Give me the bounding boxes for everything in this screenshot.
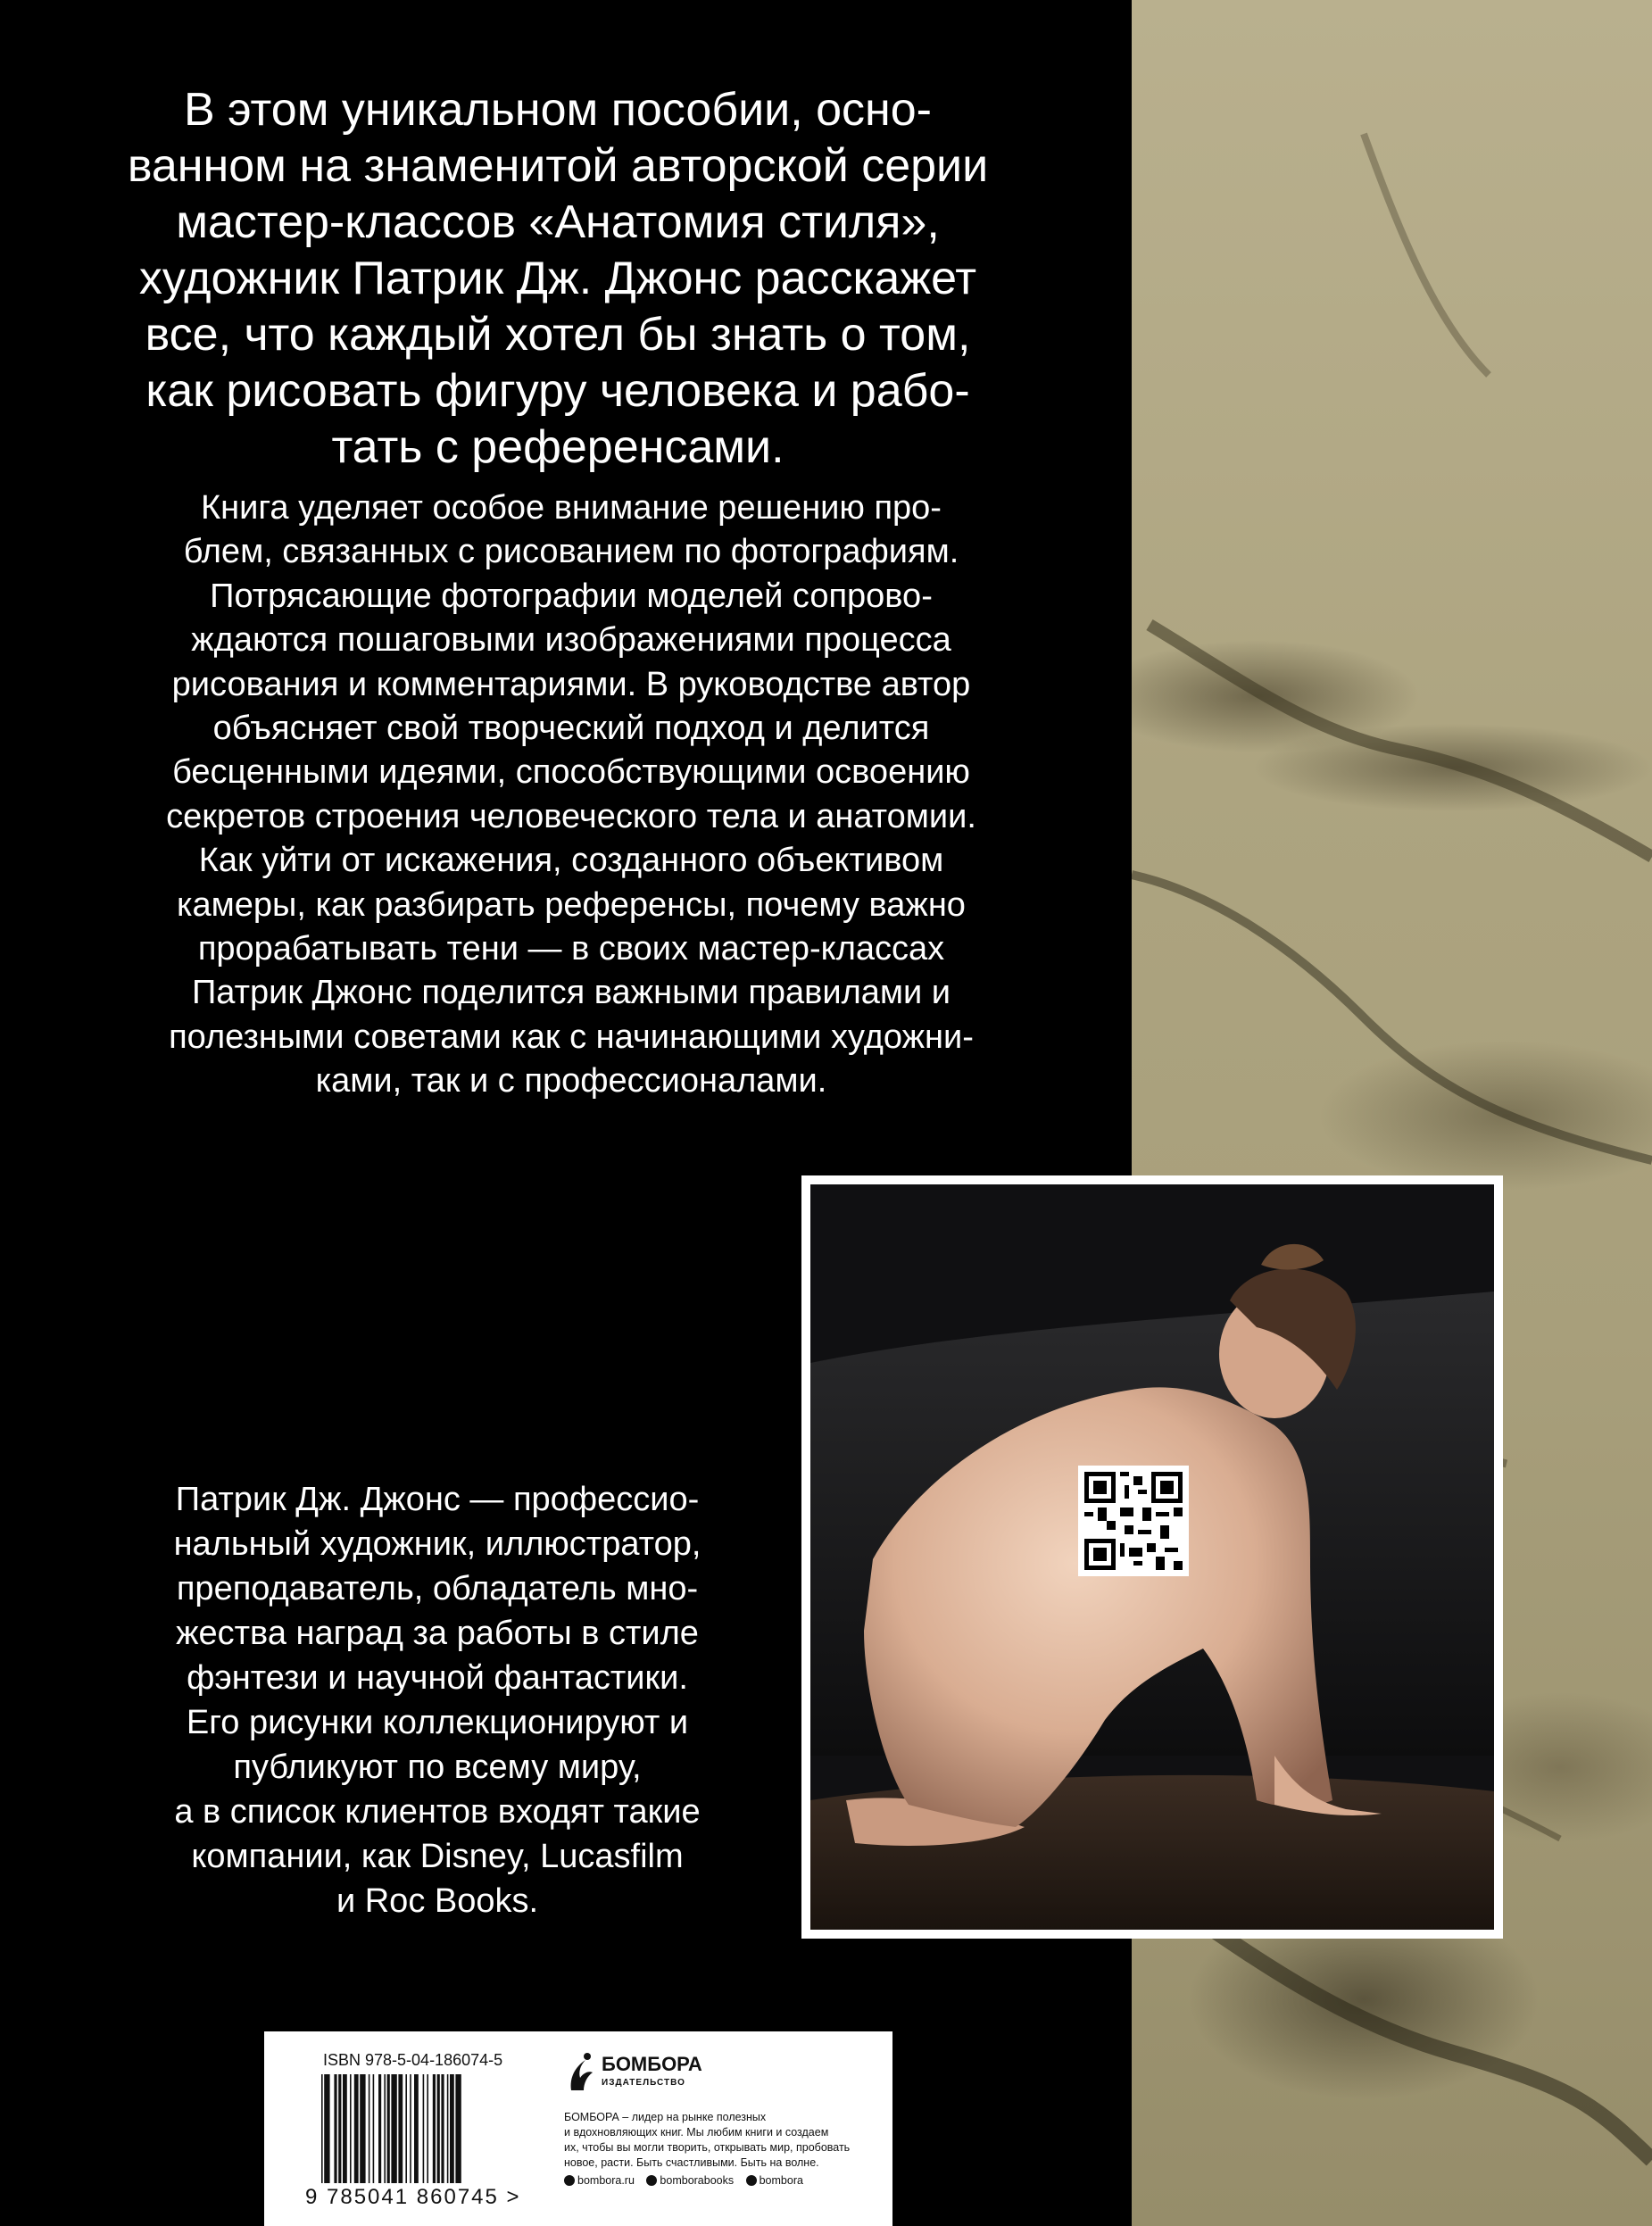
bombora-logo-icon xyxy=(566,2051,594,2094)
barcode-panel xyxy=(264,2031,892,2226)
lead-line: мастер-классов «Анатомия стиля», xyxy=(176,196,940,248)
publisher-subtitle: ИЗДАТЕЛЬСТВО xyxy=(602,2078,685,2088)
telegram-icon xyxy=(746,2175,757,2186)
lead-line: как рисовать фигуру человека и рабо- xyxy=(145,365,970,417)
publisher-description-line: их, чтобы вы могли творить, открывать мир, пробовать xyxy=(564,2141,851,2154)
bio-line: фэнтези и научной фантастики. xyxy=(187,1659,688,1697)
description-line: Потрясающие фотографии моделей сопрово- xyxy=(210,577,933,615)
description-line: объясняет свой творческий подход и делится xyxy=(212,710,930,748)
description-line: секретов строения человеческого тела и анатомии. xyxy=(166,797,976,835)
description-line: бесценными идеями, способствующими освоению xyxy=(172,753,970,792)
publisher-description-line: и вдохновляющих книг. Мы любим книги и создаем xyxy=(564,2126,829,2139)
description-line: ждаются пошаговыми изображениями процесса xyxy=(191,621,951,660)
description-line: Книга уделяет особое внимание решению про- xyxy=(201,489,942,527)
lead-line: тать с референсами. xyxy=(331,421,784,473)
bio-line: нальный художник, иллюстратор, xyxy=(173,1525,701,1563)
description-line: ками, так и с профессионалами. xyxy=(315,1062,827,1101)
description-line: блем, связанных с рисованием по фотографиям. xyxy=(183,533,959,571)
telegram-link[interactable] xyxy=(746,2174,803,2187)
qr-code[interactable] xyxy=(1078,1466,1189,1576)
description-line: полезными советами как с начинающими художни- xyxy=(169,1017,974,1056)
vk-icon xyxy=(646,2175,657,2186)
lead-line: В этом уникальном пособии, осно- xyxy=(184,84,932,136)
lead-line: все, что каждый хотел бы знать о том, xyxy=(145,309,971,361)
lead-paragraph xyxy=(107,82,1009,476)
bio-line: публикуют по всему миру, xyxy=(233,1748,642,1786)
qr-code-pattern xyxy=(1084,1472,1183,1570)
description-line: Патрик Джонс поделится важными правилами и xyxy=(191,974,951,1012)
publisher-description xyxy=(564,2110,876,2171)
bio-line: компании, как Disney, Lucasfilm xyxy=(191,1838,684,1875)
publisher-description-line: БОМБОРА – лидер на рынке полезных xyxy=(564,2111,767,2123)
description-line: рисования и комментариями. В руководстве автор xyxy=(171,665,971,703)
bio-line: преподаватель, обладатель мно- xyxy=(176,1570,699,1607)
site-link[interactable] xyxy=(564,2174,635,2187)
bio-line: и Roc Books. xyxy=(336,1882,539,1920)
barcode-digits: 9 785041 860745 > xyxy=(305,2185,521,2209)
publisher-name: БОМБОРА xyxy=(602,2053,702,2075)
web-icon xyxy=(564,2175,575,2186)
site-link-text: bombora.ru xyxy=(577,2174,635,2187)
publisher-description-line: новое, расти. Быть счастливыми. Быть на волне. xyxy=(564,2156,819,2169)
isbn-label: ISBN 978-5-04-186074-5 xyxy=(323,2051,503,2069)
bio-line: жества наград за работы в стиле xyxy=(176,1615,699,1652)
description-line: прорабатывать тени — в своих мастер-классах xyxy=(197,930,945,968)
description-line: камеры, как разбирать референсы, почему важно xyxy=(177,885,966,924)
author-bio xyxy=(89,1477,785,1923)
bio-line: а в список клиентов входят такие xyxy=(174,1793,701,1831)
barcode-bars xyxy=(318,2074,550,2183)
description-paragraph xyxy=(89,486,1053,1104)
vk-link[interactable] xyxy=(646,2174,734,2187)
vk-link-text: bomborabooks xyxy=(660,2174,735,2187)
bio-line: Его рисунки коллекционируют и xyxy=(186,1704,689,1741)
telegram-link-text: bombora xyxy=(759,2174,803,2187)
lead-line: художник Патрик Дж. Джонс расскажет xyxy=(138,253,977,304)
description-line: Как уйти от искажения, созданного объективом xyxy=(198,842,944,880)
lead-line: ванном на знаменитой авторской серии xyxy=(127,140,989,192)
publisher-socials xyxy=(564,2174,812,2189)
bio-line: Патрик Дж. Джонс — профессио- xyxy=(175,1481,700,1518)
